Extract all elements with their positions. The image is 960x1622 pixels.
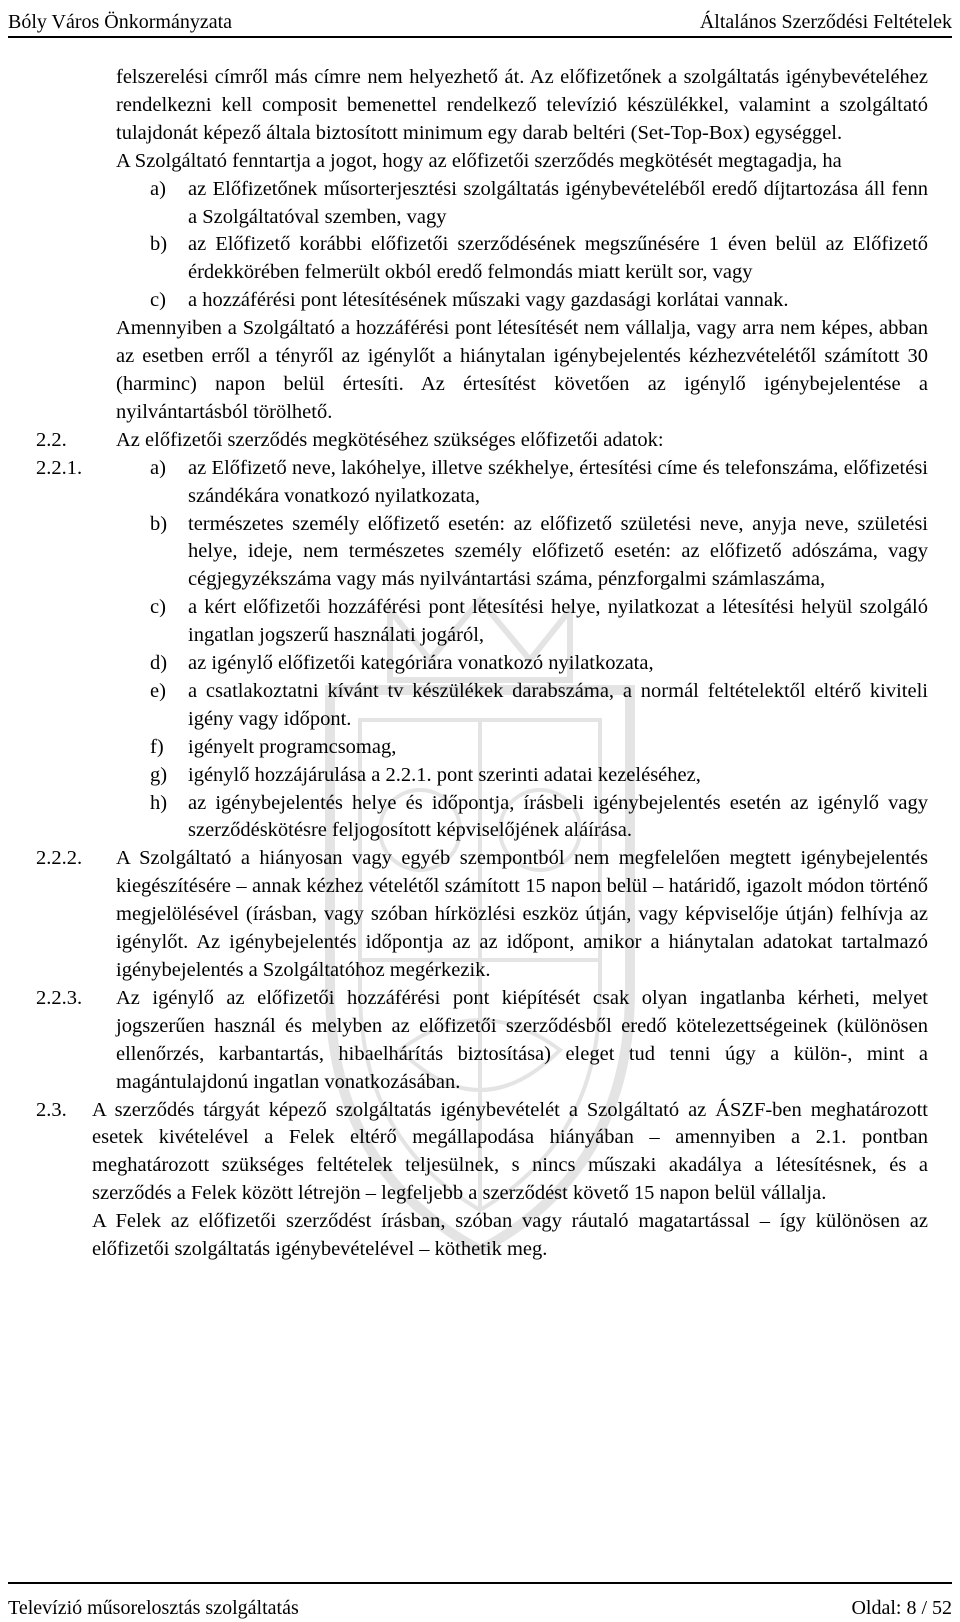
list-item-text: természetes személy előfizető esetén: az előfizető születési neve, anyja neve, születési helye, ideje, nem természetes személy előfizető esetén: az előfizető adószáma, vagy cégjegyzékszáma vagy más nyilvántartási száma, pénzforgalmi számlaszáma,	[188, 512, 928, 591]
refuse-list	[150, 176, 928, 316]
list-item	[150, 678, 928, 734]
header-document-title: Általános Szerződési Feltételek	[699, 11, 952, 33]
header-organization: Bóly Város Önkormányzata	[8, 11, 233, 33]
section-text: Az igénylő az előfizetői hozzáférési pont kiépítését csak olyan ingatlanba kérheti, melyet jogszerűen használ és melyben az előfizetői szerződésből eredő kötelezettségeinek (különösen ellenőrzés, karbantartás, hibaelhárítás biztosítása) eleget tud tenni úgy a külön-, mint a magántulajdonú ingatlan vonatkozásában.	[116, 986, 928, 1093]
paragraph-refuse: A Szolgáltató fenntartja a jogot, hogy az előfizetői szerződés megkötését megtagadja, ha	[116, 149, 842, 172]
list-item-label: a)	[150, 177, 166, 200]
list-item-label: h)	[150, 791, 168, 814]
list-item	[150, 231, 928, 287]
list-item-text: az Előfizetőnek műsorterjesztési szolgáltatás igénybevételéből eredő díjtartozása áll fenn a Szolgáltatóval szemben, vagy	[188, 177, 928, 228]
list-item-label: g)	[150, 763, 168, 786]
list-item-label: c)	[150, 289, 166, 312]
list-item	[150, 650, 928, 678]
section-2-3	[36, 1097, 928, 1264]
page-number: Oldal: 8 / 52	[851, 1597, 952, 1619]
list-item-text: a hozzáférési pont létesítésének műszaki vagy gazdasági korlátai vannak.	[188, 289, 789, 312]
list-item-text: az Előfizető neve, lakóhelye, illetve székhelye, értesítési címe és telefonszáma, előfizetési szándékára vonatkozó nyilatkozata,	[188, 456, 928, 507]
paragraph-notify: Amennyiben a Szolgáltató a hozzáférési pont létesítését nem vállalja, vagy arra nem képes, abban az esetben erről a tényről az igénylőt a hiánytalan igénybejelentés kézhezvételétől számított 30 (harminc) napon belül értesíti. Az értesítést követően az igénylő igénybejelentése a nyilvántartásból törölhető.	[116, 317, 928, 423]
section-number: 2.2.2.	[36, 847, 83, 870]
list-item-text: az igénybejelentés helye és időpontja, írásbeli igénybejelentés esetén az igénylő vagy szerződéskötésre feljogosított képviselőjének aláírása.	[188, 791, 928, 842]
footer-service-name: Televízió műsorelosztás szolgáltatás	[8, 1597, 299, 1619]
list-item	[150, 176, 928, 232]
section-text: A Szolgáltató a hiányosan vagy egyéb szempontból nem megfelelően megtett igénybejelentés kiegészítésére – annak kézhez vételétől számított 15 napon belül – határidő, igazolt módon történő megjelölésével (írásban, vagy szóban hírközlési eszköz útján, vagy képviselője útján) felhívja az igénylőt. Az igénybejelentés időpontja az az időpont, amikor a hiánytalan adatokat tartalmazó igénybejelentés a Szolgáltatóhoz megérkezik.	[116, 847, 928, 981]
list-item	[150, 455, 928, 511]
list-item-text: igénylő hozzájárulása a 2.2.1. pont szerinti adatai kezeléséhez,	[188, 763, 701, 786]
section-number: 2.3.	[36, 1098, 67, 1121]
list-item-label: d)	[150, 652, 168, 675]
list-item-text: igényelt programcsomag,	[188, 735, 397, 758]
list-item	[150, 287, 928, 315]
section-number: 2.2.1.	[36, 456, 83, 479]
section-2-2-3	[36, 985, 928, 1097]
section-number: 2.2.3.	[36, 986, 83, 1009]
list-item-label: e)	[150, 679, 166, 702]
list-item-label: a)	[150, 456, 166, 479]
list-item	[150, 734, 928, 762]
paragraph-intro: felszerelési címről más címre nem helyezhető át. Az előfizetőnek a szolgáltatás igénybevételéhez rendelkezni kell composit bemenettel rendelkező televízió készülékkel, valamint a szolgáltató tulajdonát képező általa biztosított minimum egy darab beltéri (Set-Top-Box) egységgel.	[116, 66, 928, 144]
list-item-label: f)	[150, 735, 164, 758]
page-header	[8, 4, 952, 38]
section-text-2: A Felek az előfizetői szerződést írásban, szóban vagy ráutaló magatartással – így különösen az előfizetői szolgáltatás igénybevételével – köthetik meg.	[92, 1210, 928, 1261]
section-text: A szerződés tárgyát képező szolgáltatás igénybevételét a Szolgáltató az ÁSZF-ben meghatározott esetek kivételével a Felek eltérő megállapodása hiányában – amennyiben a 2.1. pontban meghatározott szükséges feltételek teljesülnek, s nincs műszaki akadálya a létesítésnek, és a szerződés a Felek között létrejön – legfeljebb a szerződést követő 15 napon belül vállalja.	[92, 1098, 928, 1205]
list-item-text: az igénylő előfizetői kategóriára vonatkozó nyilatkozata,	[188, 652, 654, 675]
list-item-text: az Előfizető korábbi előfizetői szerződésének megszűnésére 1 éven belül az Előfizető érdekkörében felmerült okból eredő felmondás miatt került sor, vagy	[188, 233, 928, 284]
section-2-2-2	[36, 845, 928, 985]
section-2-2	[36, 427, 928, 455]
list-item-label: c)	[150, 596, 166, 619]
list-item-text: a csatlakoztatni kívánt tv készülékek darabszáma, a normál feltételektől eltérő kiviteli igény vagy időpont.	[188, 679, 928, 730]
page-footer	[8, 1582, 952, 1620]
data-list	[150, 455, 928, 846]
list-item	[150, 511, 928, 595]
section-title: Az előfizetői szerződés megkötéséhez szükséges előfizetői adatok:	[116, 428, 664, 451]
list-item-text: a kért előfizetői hozzáférési pont létesítési helye, nyilatkozat a létesítési helyül szolgáló ingatlan jogszerű használati jogáról,	[188, 596, 928, 647]
section-number: 2.2.	[36, 428, 67, 451]
list-item-label: b)	[150, 512, 168, 535]
list-item	[150, 790, 928, 846]
list-item	[150, 594, 928, 650]
list-item	[150, 762, 928, 790]
list-item-label: b)	[150, 233, 168, 256]
document-body	[0, 64, 960, 1264]
section-2-2-1	[36, 455, 928, 846]
